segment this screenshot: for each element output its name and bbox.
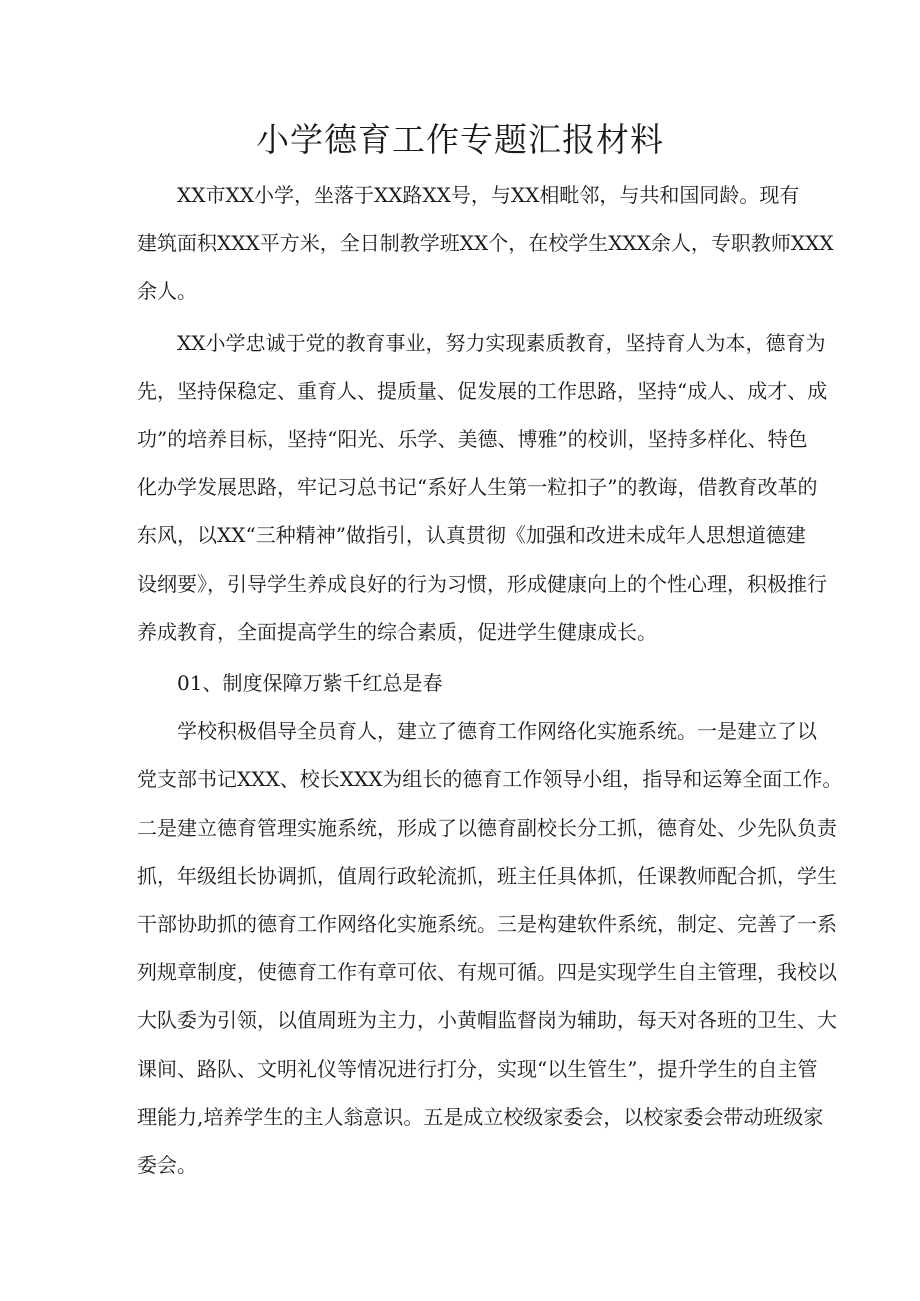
text-line: 干部协助抓的德育工作网络化实施系统。三是构建软件系统，制定、完善了一系 [137,912,837,937]
text-line: 设纲要》，引导学生养成良好的行为习惯，形成健康向上的个性心理，积极推行 [137,571,827,596]
text-line: 抓，年级组长协调抓，值周行政轮流抓，班主任具体抓，任课教师配合抓，学生 [137,863,837,888]
section-paragraph [137,707,843,1189]
document-title: 小学德育工作专题汇报材料 [256,120,664,159]
text-line: 余人。 [137,279,197,304]
text-line: 养成教育，全面提高学生的综合素质，促进学生健康成长。 [137,619,657,644]
text-line: 课间、路队、文明礼仪等情况进行打分，实现“以生管生”，提升学生的自主管 [137,1056,818,1081]
text-line: 党支部书记XXX、校长XXX为组长的德育工作领导小组，指导和运筹全面工作。 [137,767,843,792]
text-line: 功”的培养目标，坚持“阳光、乐学、美德、博雅”的校训，坚持多样化、特色 [137,427,808,452]
text-line: 理能力,培养学生的主人翁意识。五是成立校级家委会，以校家委会带动班级家 [137,1104,824,1129]
text-line: XX市XX小学，坐落于XX路XX号，与XX相毗邻，与共和国同龄。现有 [177,183,800,207]
mission-paragraph [137,319,828,656]
text-line: 列规章制度，使德育工作有章可依、有规可循。四是实现学生自主管理，我校以 [137,960,837,985]
text-line: 二是建立德育管理实施系统，形成了以德育副校长分工抓，德育处、少先队负责 [137,815,837,840]
text-line: 东风，以XX“三种精神”做指引，认真贯彻《加强和改进未成年人思想道德建 [137,523,806,548]
text-line: 委会。 [137,1153,197,1178]
text-line: 大队委为引领，以值周班为主力，小黄帽监督岗为辅助，每天对各班的卫生、大 [137,1008,837,1033]
text-line: 先，坚持保稳定、重育人、提质量、促发展的工作思路，坚持“成人、成才、成 [137,378,828,403]
intro-paragraph [137,171,834,316]
text-line: XX小学忠诚于党的教育事业，努力实现素质教育，坚持育人为本，德育为 [177,330,826,355]
text-line: 学校积极倡导全员育人，建立了德育工作网络化实施系统。一是建立了以 [177,719,817,744]
text-line: 化办学发展思路，牢记习总书记“系好人生第一粒扣子”的教诲，借教育改革的 [137,475,818,500]
document-body [137,171,843,1189]
text-line: 建筑面积XXX平方米，全日制教学班XX个，在校学生XXX余人，专职教师XXX [137,231,834,256]
section-heading: 01、制度保障万紫千红总是春 [177,671,443,696]
